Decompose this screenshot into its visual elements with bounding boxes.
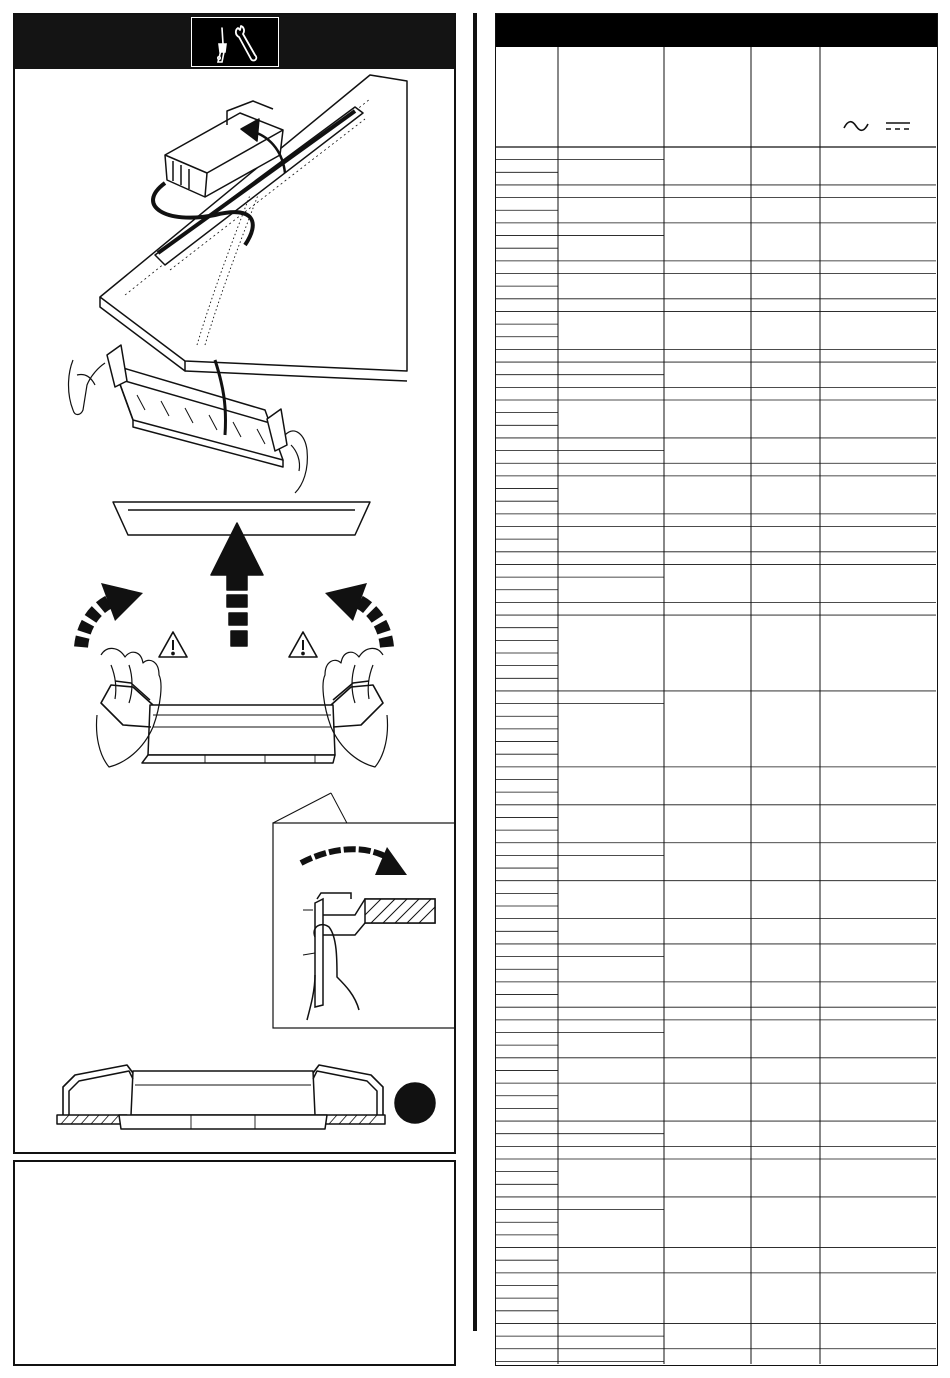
- column-divider: [473, 13, 477, 1331]
- instruction-panel: [13, 13, 456, 1154]
- step-connector-through-slot: [69, 75, 408, 493]
- step-installed-cross-section: [57, 1065, 435, 1129]
- current-type-symbols: [836, 116, 916, 136]
- curved-arrow-icon: [325, 583, 387, 647]
- step-bend-spring-clip-detail: [273, 823, 454, 1028]
- warning-icon: [289, 632, 317, 657]
- hatched-block: [365, 899, 435, 923]
- notes-panel: [13, 1160, 456, 1366]
- spec-table-grid: [496, 14, 936, 1364]
- ac-symbol-icon: [844, 122, 868, 131]
- installation-illustration: [15, 15, 454, 1152]
- trim-frame-front: [101, 681, 383, 763]
- step-remove-trim-frame: [81, 502, 388, 827]
- spec-table-panel: [495, 13, 938, 1366]
- black-dot-icon: [395, 1083, 435, 1123]
- curved-arrow-icon: [81, 583, 143, 647]
- warning-icon: [159, 632, 187, 657]
- dc-symbol-icon: [886, 123, 910, 129]
- up-arrow-icon: [211, 523, 263, 646]
